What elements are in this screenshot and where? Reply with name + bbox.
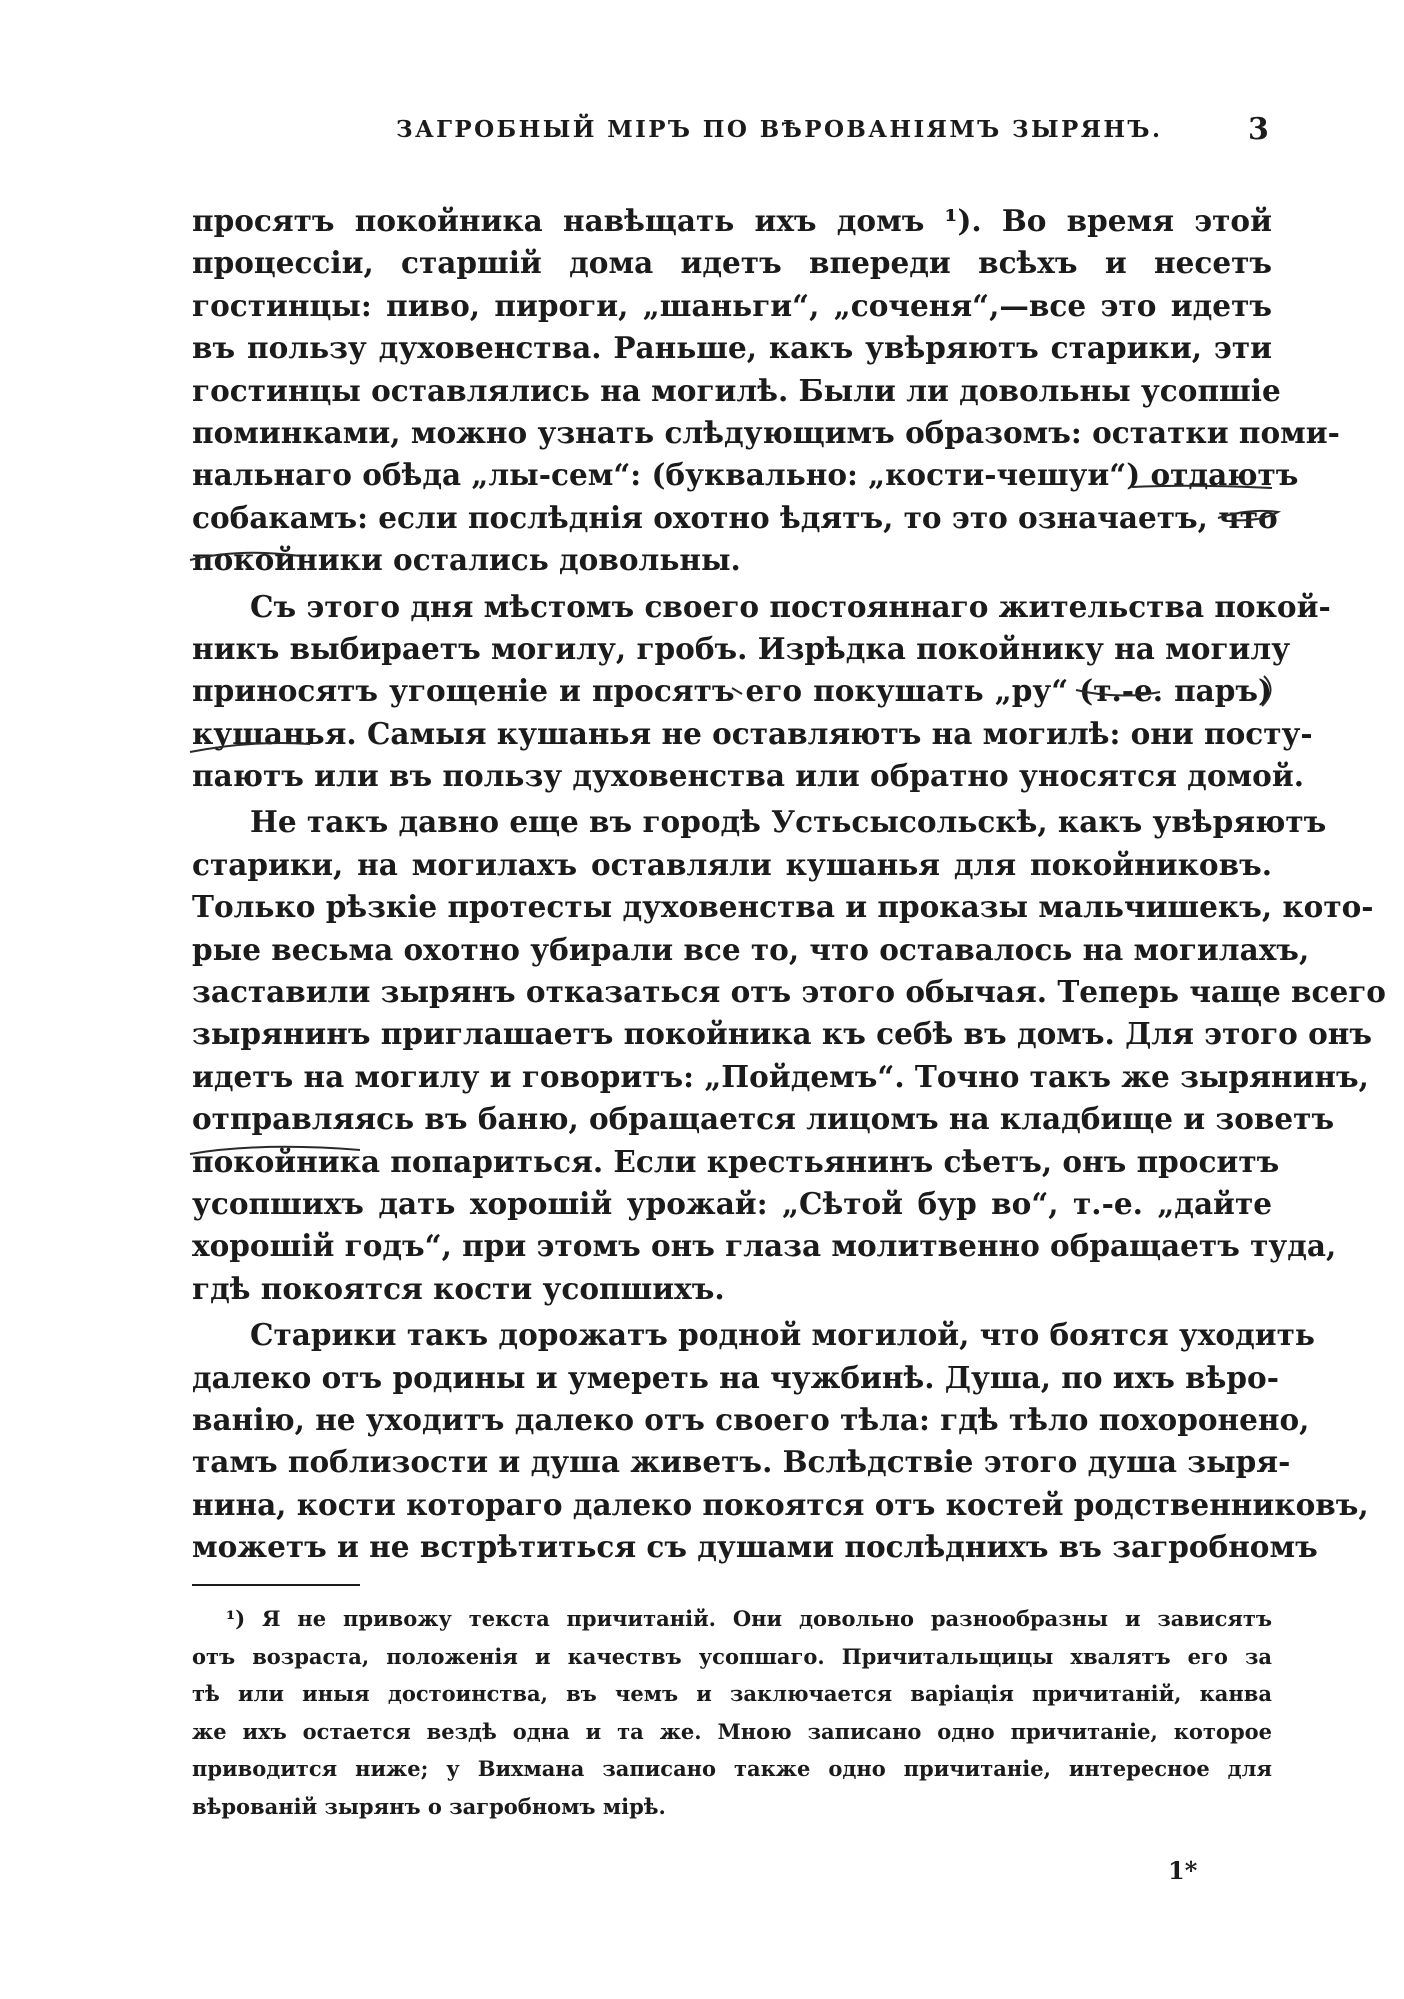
body-line: гдѣ покоятся кости усопшихъ. (192, 1270, 725, 1306)
footnote-rule (192, 1584, 360, 1586)
body-line: гостинцы оставлялись на могилѣ. Были ли довольны усопшіе (192, 372, 1281, 408)
body-line: старики, на могилахъ оставляли кушанья для покойниковъ. (192, 846, 1272, 882)
body-line: просятъ покойника навѣщать ихъ домъ ¹). Во время этой (192, 203, 1272, 238)
body-line: нальнаго обѣда „лы-сем“: (буквально: „кости-чешуи“) отдаютъ (192, 457, 1299, 493)
running-title: ЗАГРОБНЫЙ МІРЪ ПО ВѢРОВАНІЯМЪ ЗЫРЯНЪ. (396, 116, 1163, 143)
body-line: зырянинъ приглашаетъ покойника къ себѣ въ домъ. Для этого онъ (192, 1016, 1373, 1052)
page-number: 3 (1248, 112, 1269, 147)
footnote-line: приводится ниже; у Вихмана записано также одно причитаніе, интересное для (192, 1756, 1272, 1781)
footnote-line: вѣрованій зырянъ о загробномъ мірѣ. (192, 1793, 666, 1819)
body-line: покойники остались довольны. (192, 542, 741, 578)
body-line: поминками, можно узнать слѣдующимъ образомъ: остатки поми- (192, 414, 1340, 450)
body-line: покойника попариться. Если крестьянинъ сѣетъ, онъ проситъ (192, 1143, 1280, 1179)
body-line: приносятъ угощеніе и просятъ его покушать „ру“ (т.-е. паръ) (192, 673, 1272, 709)
body-line: хорошій годъ“, при этомъ онъ глаза молитвенно обращаетъ туда, (192, 1228, 1337, 1264)
body-line: ванію, не уходитъ далеко отъ своего тѣла: гдѣ тѣло похоронено, (192, 1401, 1310, 1437)
body-line: собакамъ: если послѣднія охотно ѣдятъ, то это означаетъ, что (192, 499, 1278, 535)
body-line: гостинцы: пиво, пироги, „шаньги“, „соченя“,—все это идетъ (192, 287, 1272, 323)
body-line: можетъ и не встрѣтиться съ душами послѣднихъ въ загробномъ (192, 1529, 1318, 1565)
body-line: отправляясь въ баню, обращается лицомъ на кладбище и зоветъ (192, 1101, 1335, 1137)
body-text (192, 200, 1386, 1569)
body-line: Не такъ давно еще въ городѣ Устьсысольскѣ, какъ увѣряютъ (250, 804, 1327, 840)
body-line: нина, кости котораго далеко покоятся отъ костей родственниковъ, (192, 1486, 1369, 1522)
body-line: тамъ поблизости и душа живетъ. Вслѣдствіе этого душа зыря- (192, 1444, 1291, 1480)
body-line: рые весьма охотно убирали все то, что оставалось на могилахъ, (192, 931, 1310, 967)
body-line: процессіи, старшій дома идетъ впереди всѣхъ и несетъ (192, 245, 1272, 281)
body-line: кушанья. Самыя кушанья не оставляютъ на могилѣ: они посту- (192, 715, 1313, 751)
body-line: Старики такъ дорожатъ родной могилой, что боятся уходить (250, 1317, 1315, 1353)
body-line: Съ этого дня мѣстомъ своего постояннаго жительства покой- (250, 588, 1331, 624)
body-line: далеко отъ родины и умереть на чужбинѣ. Душа, по ихъ вѣро- (192, 1359, 1279, 1395)
body-line: никъ выбираетъ могилу, гробъ. Изрѣдка покойнику на могилу (192, 630, 1291, 666)
body-line: идетъ на могилу и говоритъ: „Пойдемъ“. Точно такъ же зырянинъ, (192, 1058, 1369, 1094)
body-line: заставили зырянъ отказаться отъ этого обычая. Теперь чаще всего (192, 974, 1386, 1010)
footnote-line: же ихъ остается вездѣ одна и та же. Мною записано одно причитаніе, которое (192, 1718, 1272, 1744)
body-line: Только рѣзкіе протесты духовенства и проказы мальчишекъ, кото- (192, 889, 1374, 925)
footnote-line: отъ возраста, положенія и качествъ усопшаго. Причитальщицы хвалятъ его за (192, 1643, 1272, 1669)
signature-mark: 1* (1168, 1856, 1198, 1885)
body-line: паютъ или въ пользу духовенства или обратно уносятся домой. (192, 758, 1304, 794)
footnote-line: ¹) Я не привожу текста причитаній. Они довольно разнообразны и зависятъ (226, 1606, 1272, 1631)
footnote-line: тѣ или иныя достоинства, въ чемъ и заключается варіація причитаній, канва (192, 1681, 1272, 1706)
body-line: усопшихъ дать хорошій урожай: „Сѣтой бур во“, т.-е. „дайте (192, 1185, 1272, 1221)
footnotes (192, 1600, 1272, 1825)
body-line: въ пользу духовенства. Раньше, какъ увѣряютъ старики, эти (192, 330, 1272, 366)
